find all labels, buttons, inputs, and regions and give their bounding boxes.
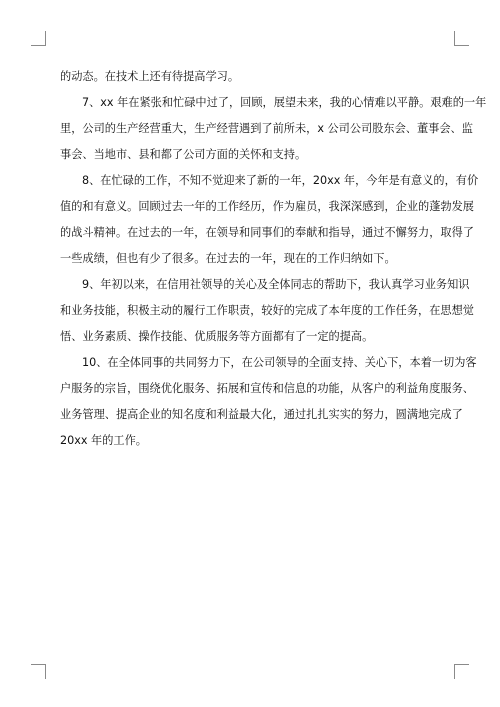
text-line: 20xx 年的工作。: [60, 434, 147, 447]
text-line: 值的和有意义。回顾过去一年的工作经历，作为雇员，我深深感到，企业的蓬勃发展: [60, 200, 474, 213]
bottom-left-crop-mark: [31, 664, 46, 679]
text-line: 悟、业务素质、操作技能、优质服务等方面都有了一定的提高。: [60, 330, 374, 343]
text-line: 里，公司的生产经营重大，生产经营遇到了前所未，x 公司公司股东会、董事会、监: [60, 122, 473, 135]
text-line: 事会、当地市、县和都了公司方面的关怀和支持。: [60, 148, 307, 161]
paragraph-7-line: 7、xx 年在紧张和忙碌中过了，回顾，展望未来，我的心情难以平静。艰难的一年: [82, 96, 487, 109]
text-line: 的动态。在技术上还有待提高学习。: [60, 70, 240, 83]
text-line: 和业务技能，积极主动的履行工作职责，较好的完成了本年度的工作任务，在思想觉: [60, 304, 474, 317]
paragraph-10-line: 10、在全体同事的共同努力下，在公司领导的全面支持、关心下，本着一切为客: [82, 356, 477, 369]
text-line: 户服务的宗旨，围绕优化服务、拓展和宣传和信息的功能，从客户的利益角度服务、: [60, 382, 474, 395]
paragraph-9-line: 9、年初以来，在信用社领导的关心及全体同志的帮助下，我认真学习业务知识: [82, 278, 470, 291]
bottom-right-crop-mark: [454, 664, 469, 679]
text-line: 业务管理、提高企业的知名度和利益最大化，通过扎扎实实的努力，圆满地完成了: [60, 408, 463, 421]
text-line: 一些成绩，但也有少了很多。在过去的一年，现在的工作归纳如下。: [60, 252, 396, 265]
document-body: [60, 64, 487, 454]
top-right-crop-mark: [454, 31, 469, 46]
paragraph-8-line: 8、在忙碌的工作，不知不觉迎来了新的一年，20xx 年，今年是有意义的，有价: [82, 174, 479, 187]
text-line: 的战斗精神。在过去的一年，在领导和同事们的奉献和指导，通过不懈努力，取得了: [60, 226, 474, 239]
top-left-crop-mark: [31, 31, 46, 46]
